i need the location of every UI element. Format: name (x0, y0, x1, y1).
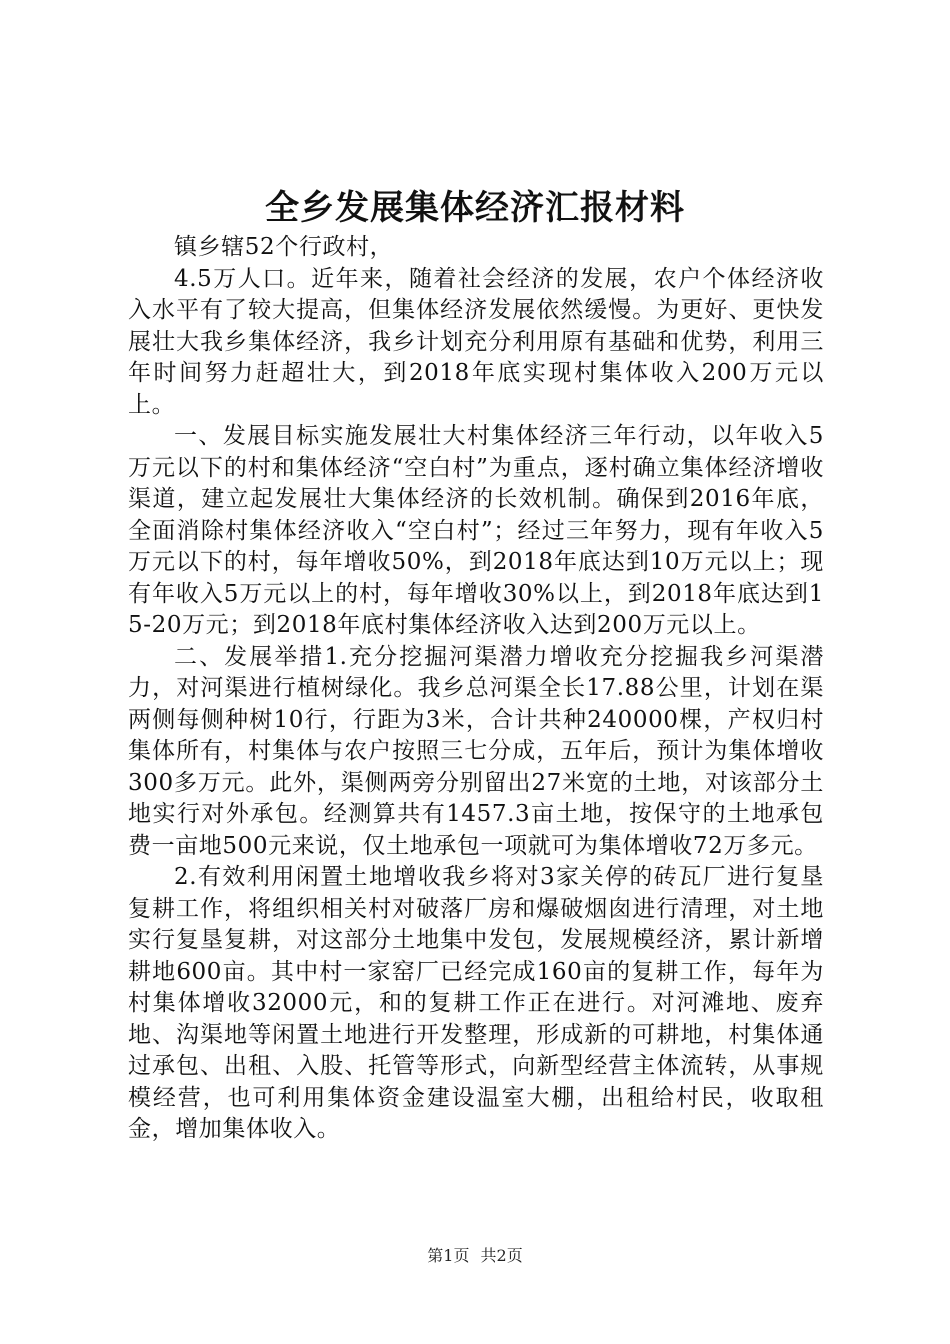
page-number: 第1页 (427, 1246, 470, 1265)
paragraph-intro: 镇乡辖52个行政村， (174, 234, 394, 260)
paragraph-measures-canal: 二、发展举措1.充分挖掘河渠潜力增收充分挖掘我乡河渠潜力，对河渠进行植树绿化。我乡总河渠全长17.88公里，计划在渠两侧每侧种树10行，行距为3米，合计共种240000棵，产权归村集体所有，村集体与农户按照三七分成，五年后，预计为集体增收300多万元。此外，渠侧两旁分别留出27米宽的土地，对该部分土地实行对外承包。经测算共有1457.3亩土地，按保守的土地承包费一亩地500元来说，仅土地承包一项就可为集体增收72万多元。 (128, 643, 824, 859)
paragraph-population: 4.5万人口。近年来，随着社会经济的发展，农户个体经济收入水平有了较大提高，但集体经济发展依然缓慢。为更好、更快发展壮大我乡集体经济，我乡计划充分利用原有基础和优势，利用三年时间努力赶超壮大，到2018年底实现村集体收入200万元以上。 (128, 265, 824, 418)
paragraph-measures-idle-land: 2.有效利用闲置土地增收我乡将对3家关停的砖瓦厂进行复垦复耕工作，将组织相关村对破落厂房和爆破烟囱进行清理，对土地实行复垦复耕，对这部分土地集中发包，发展规模经济，累计新增耕地600亩。其中村一家窑厂已经完成160亩的复耕工作，每年为村集体增收32000元，和的复耕工作正在进行。对河滩地、废弃地、沟渠地等闲置土地进行开发整理，形成新的可耕地，村集体通过承包、出租、入股、托管等形式，向新型经营主体流转，从事规模经营，也可利用集体资金建设温室大棚，出租给村民，收取租金，增加集体收入。 (128, 864, 824, 1142)
paragraph-goals: 一、发展目标实施发展壮大村集体经济三年行动，以年收入5万元以下的村和集体经济“空白村”为重点，逐村确立集体经济增收渠道，建立起发展壮大集体经济的长效机制。确保到2016年底，全面消除村集体经济收入“空白村”；经过三年努力，现有年收入5万元以下的村，每年增收50%，到2018年底达到10万元以上；现有年收入5万元以上的村，每年增收30%以上，到2018年底达到15-20万元；到2018年底村集体经济收入达到200万元以上。 (128, 423, 824, 638)
page-footer (0, 1246, 950, 1266)
page-total: 共2页 (480, 1246, 523, 1265)
document-title: 全乡发展集体经济汇报材料 (265, 188, 685, 228)
document-body (128, 232, 824, 1146)
